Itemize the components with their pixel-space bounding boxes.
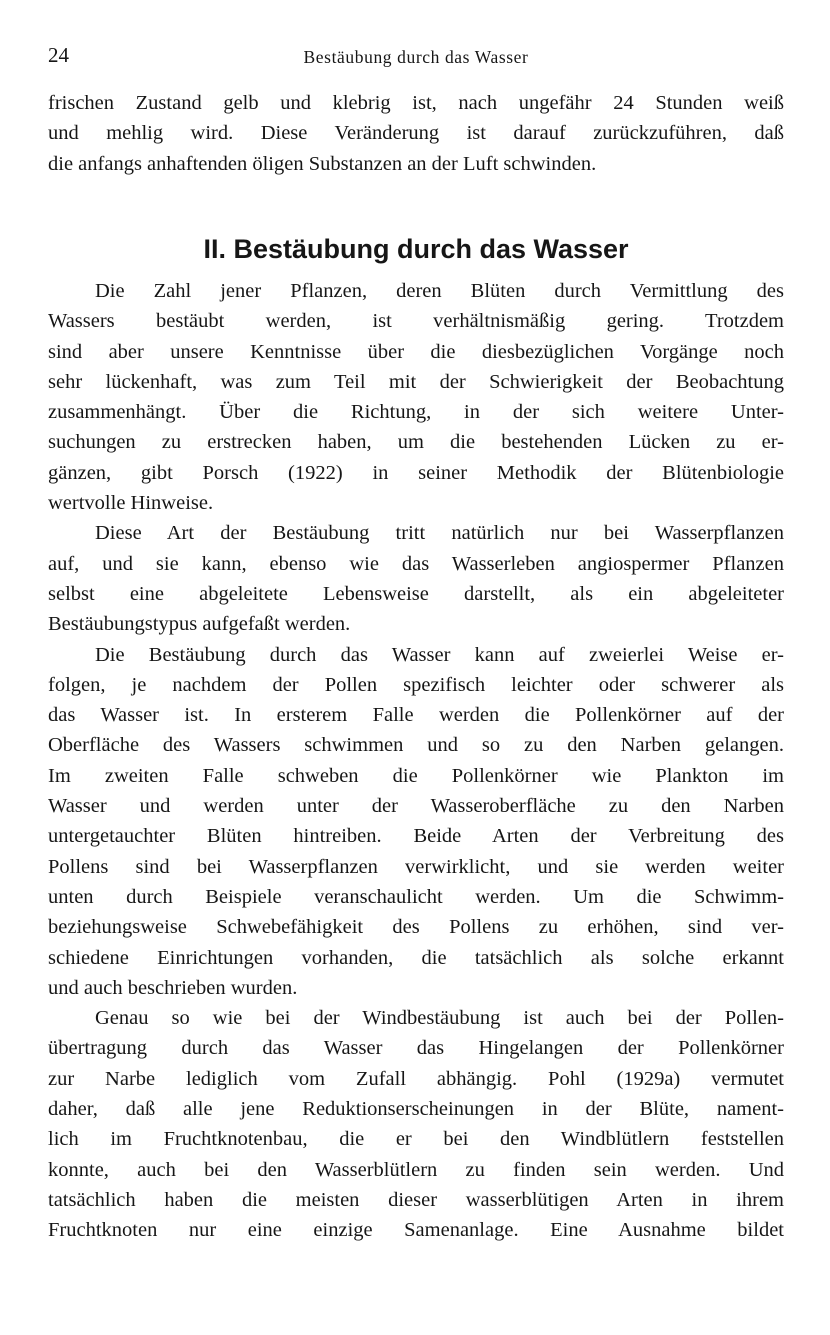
page-number: 24 [48,43,69,67]
text-line: lich im Fruchtknotenbau, die er bei den Windblütlern feststellen [48,1128,784,1151]
section-heading: II. Bestäubung durch das Wasser [203,234,629,264]
page-header [48,40,784,70]
paragraph [48,640,784,1004]
text-line: übertragung durch das Wasser das Hingelangen der Pollenkörner [48,1037,784,1060]
text-line: Bestäubungstypus aufgefaßt werden. [48,613,351,636]
text-line: schiedene Einrichtungen vorhanden, die tatsächlich als solche erkannt [48,946,784,969]
text-line: daher, daß alle jene Reduktionserscheinungen in der Blüte, nament- [48,1098,784,1121]
paragraph [48,276,784,518]
text-line: Die Zahl jener Pflanzen, deren Blüten durch Vermittlung des [95,280,784,302]
text-line: zusammenhängt. Über die Richtung, in der sich weitere Unter- [48,401,784,424]
text-line: Oberfläche des Wassers schwimmen und so zu den Narben gelangen. [48,734,784,757]
text-line: sehr lückenhaft, was zum Teil mit der Schwierigkeit der Beobachtung [48,370,784,393]
text-line: Die Bestäubung durch das Wasser kann auf zweierlei Weise er- [95,643,784,666]
text-line: Im zweiten Falle schweben die Pollenkörner wie Plankton im [48,764,784,787]
paragraph [48,518,784,639]
text-line: folgen, je nachdem der Pollen spezifisch leichter oder schwerer als [48,673,784,696]
text-line: selbst eine abgeleitete Lebensweise darstellt, als ein abgeleiteter [48,582,784,605]
paragraph [48,1003,784,1245]
text-line: Diese Art der Bestäubung tritt natürlich nur bei Wasserpflanzen [95,522,784,545]
text-line: und auch beschrieben wurden. [48,976,298,999]
text-line: Genau so wie bei der Windbestäubung ist auch bei der Pollen- [95,1007,784,1030]
intro-paragraph [48,88,784,179]
text-line: wertvolle Hinweise. [48,492,214,515]
text-line: Pollens sind bei Wasserpflanzen verwirklicht, und sie werden weiter [48,855,784,878]
text-line: tatsächlich haben die meisten dieser wasserblütigen Arten in ihrem [48,1188,784,1211]
text-line: das Wasser ist. In ersterem Falle werden die Pollenkörner auf der [48,704,784,727]
text-line: sind aber unsere Kenntnisse über die diesbezüglichen Vorgänge noch [48,340,784,363]
text-line: die anfangs anhaftenden öligen Substanzen an der Luft schwinden. [48,152,597,175]
text-line: auf, und sie kann, ebenso wie das Wasserleben angiospermer Pflanzen [48,552,784,575]
text-line: und mehlig wird. Diese Veränderung ist darauf zurückzuführen, daß [48,122,784,145]
text-line: frischen Zustand gelb und klebrig ist, nach ungefähr 24 Stunden weiß [48,92,784,114]
section-body [48,276,784,1246]
text-line: konnte, auch bei den Wasserblütlern zu finden sein werden. Und [48,1158,784,1181]
running-head: Bestäubung durch das Wasser [303,47,529,67]
text-line: gänzen, gibt Porsch (1922) in seiner Methodik der Blütenbiologie [48,461,784,484]
text-line: unten durch Beispiele veranschaulicht werden. Um die Schwimm- [48,885,784,908]
text-line: untergetauchter Blüten hintreiben. Beide Arten der Verbreitung des [48,825,784,848]
text-line: beziehungsweise Schwebefähigkeit des Pollens zu erhöhen, sind ver- [48,916,784,939]
text-line: Wasser und werden unter der Wasseroberfläche zu den Narben [48,795,784,818]
text-line: zur Narbe lediglich vom Zufall abhängig. Pohl (1929a) vermutet [48,1067,784,1090]
text-line: Wassers bestäubt werden, ist verhältnismäßig gering. Trotzdem [48,310,784,333]
text-line: suchungen zu erstrecken haben, um die bestehenden Lücken zu er- [48,431,784,454]
text-line: Fruchtknoten nur eine einzige Samenanlage. Eine Ausnahme bildet [48,1219,784,1242]
